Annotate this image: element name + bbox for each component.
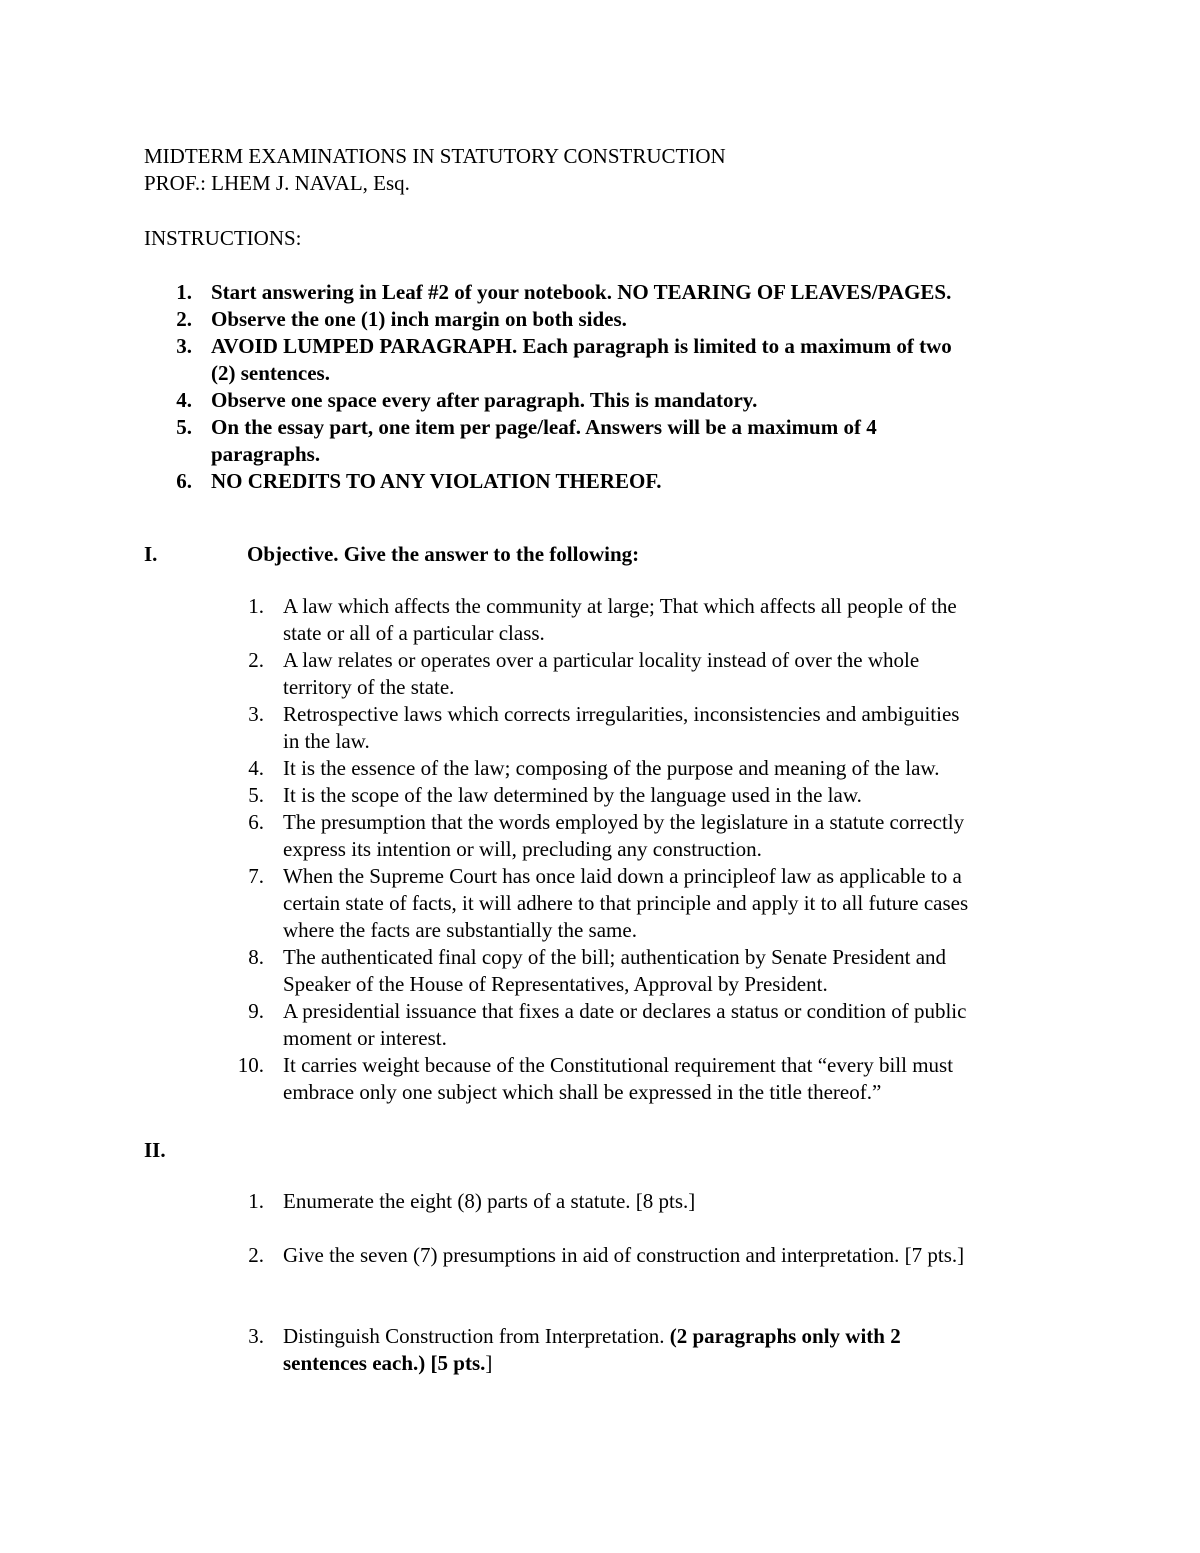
objective-text: where the facts are substantially the same. bbox=[283, 918, 637, 942]
objective-number: 9. bbox=[248, 999, 264, 1023]
objective-text: in the law. bbox=[283, 729, 370, 753]
essay-question-plain: ] bbox=[485, 1351, 493, 1375]
objective-number: 8. bbox=[248, 945, 264, 969]
objective-text: express its intention or will, precluding any construction. bbox=[283, 837, 762, 861]
objective-text: moment or interest. bbox=[283, 1026, 447, 1050]
objective-text: certain state of facts, it will adhere to that principle and apply it to all future cases bbox=[283, 891, 969, 915]
objective-text: It is the essence of the law; composing of the purpose and meaning of the law. bbox=[283, 756, 940, 780]
instruction-text: Start answering in Leaf #2 of your notebook. NO TEARING OF LEAVES/PAGES. bbox=[211, 280, 952, 304]
objective-number: 4. bbox=[248, 756, 264, 780]
instruction-text: (2) sentences. bbox=[211, 361, 330, 385]
part-one-heading: Objective. Give the answer to the following: bbox=[247, 542, 640, 566]
instruction-number: 4. bbox=[176, 388, 192, 412]
objective-text: state or all of a particular class. bbox=[283, 621, 545, 645]
objective-text: It is the scope of the law determined by the language used in the law. bbox=[283, 783, 862, 807]
professor-line: PROF.: LHEM J. NAVAL, Esq. bbox=[144, 171, 410, 195]
objective-text: Retrospective laws which corrects irregularities, inconsistencies and ambiguities bbox=[283, 702, 960, 726]
instruction-text: paragraphs. bbox=[211, 442, 321, 466]
essay-question: Give the seven (7) presumptions in aid of construction and interpretation. [7 pts.] bbox=[283, 1243, 965, 1267]
essay-question bbox=[283, 1323, 901, 1350]
instruction-text: AVOID LUMPED PARAGRAPH. Each paragraph is limited to a maximum of two bbox=[211, 334, 952, 358]
objective-text: embrace only one subject which shall be expressed in the title thereof.” bbox=[283, 1080, 882, 1104]
instruction-number: 6. bbox=[176, 469, 192, 493]
essay-number: 1. bbox=[248, 1189, 264, 1213]
objective-text: A law relates or operates over a particular locality instead of over the whole bbox=[283, 648, 920, 672]
objective-text: Speaker of the House of Representatives, Approval by President. bbox=[283, 972, 828, 996]
essay-question-emphasis: sentences each.) [5 pts. bbox=[283, 1351, 486, 1375]
essay-number: 3. bbox=[248, 1324, 264, 1348]
objective-number: 7. bbox=[248, 864, 264, 888]
part-one-numeral: I. bbox=[144, 542, 158, 566]
objective-text: A law which affects the community at large; That which affects all people of the bbox=[283, 594, 957, 618]
objective-text: It carries weight because of the Constitutional requirement that “every bill must bbox=[283, 1053, 954, 1077]
instruction-number: 2. bbox=[176, 307, 192, 331]
instructions-heading: INSTRUCTIONS: bbox=[144, 226, 302, 250]
essay-question: Enumerate the eight (8) parts of a statute. [8 pts.] bbox=[283, 1189, 696, 1213]
objective-text: The authenticated final copy of the bill; authentication by Senate President and bbox=[283, 945, 947, 969]
objective-number: 5. bbox=[248, 783, 264, 807]
instruction-text: On the essay part, one item per page/leaf. Answers will be a maximum of 4 bbox=[211, 415, 877, 439]
objective-number: 2. bbox=[248, 648, 264, 672]
instruction-text: NO CREDITS TO ANY VIOLATION THEREOF. bbox=[211, 469, 662, 493]
essay-question-continuation bbox=[283, 1350, 492, 1377]
objective-text: territory of the state. bbox=[283, 675, 455, 699]
essay-question-emphasis: (2 paragraphs only with 2 bbox=[669, 1324, 901, 1348]
instruction-number: 3. bbox=[176, 334, 192, 358]
objective-number: 6. bbox=[248, 810, 264, 834]
instruction-number: 1. bbox=[176, 280, 192, 304]
instruction-text: Observe one space every after paragraph. This is mandatory. bbox=[211, 388, 758, 412]
part-two-numeral: II. bbox=[144, 1138, 166, 1162]
objective-number: 10. bbox=[237, 1053, 264, 1077]
instruction-text: Observe the one (1) inch margin on both sides. bbox=[211, 307, 627, 331]
objective-number: 1. bbox=[248, 594, 264, 618]
objective-number: 3. bbox=[248, 702, 264, 726]
essay-number: 2. bbox=[248, 1243, 264, 1267]
objective-text: When the Supreme Court has once laid down a principleof law as applicable to a bbox=[283, 864, 962, 888]
essay-question-plain: Distinguish Construction from Interpretation. bbox=[283, 1324, 670, 1348]
objective-text: A presidential issuance that fixes a date or declares a status or condition of public bbox=[283, 999, 967, 1023]
objective-text: The presumption that the words employed by the legislature in a statute correctly bbox=[283, 810, 965, 834]
exam-title: MIDTERM EXAMINATIONS IN STATUTORY CONSTRUCTION bbox=[144, 144, 726, 168]
instruction-number: 5. bbox=[176, 415, 192, 439]
